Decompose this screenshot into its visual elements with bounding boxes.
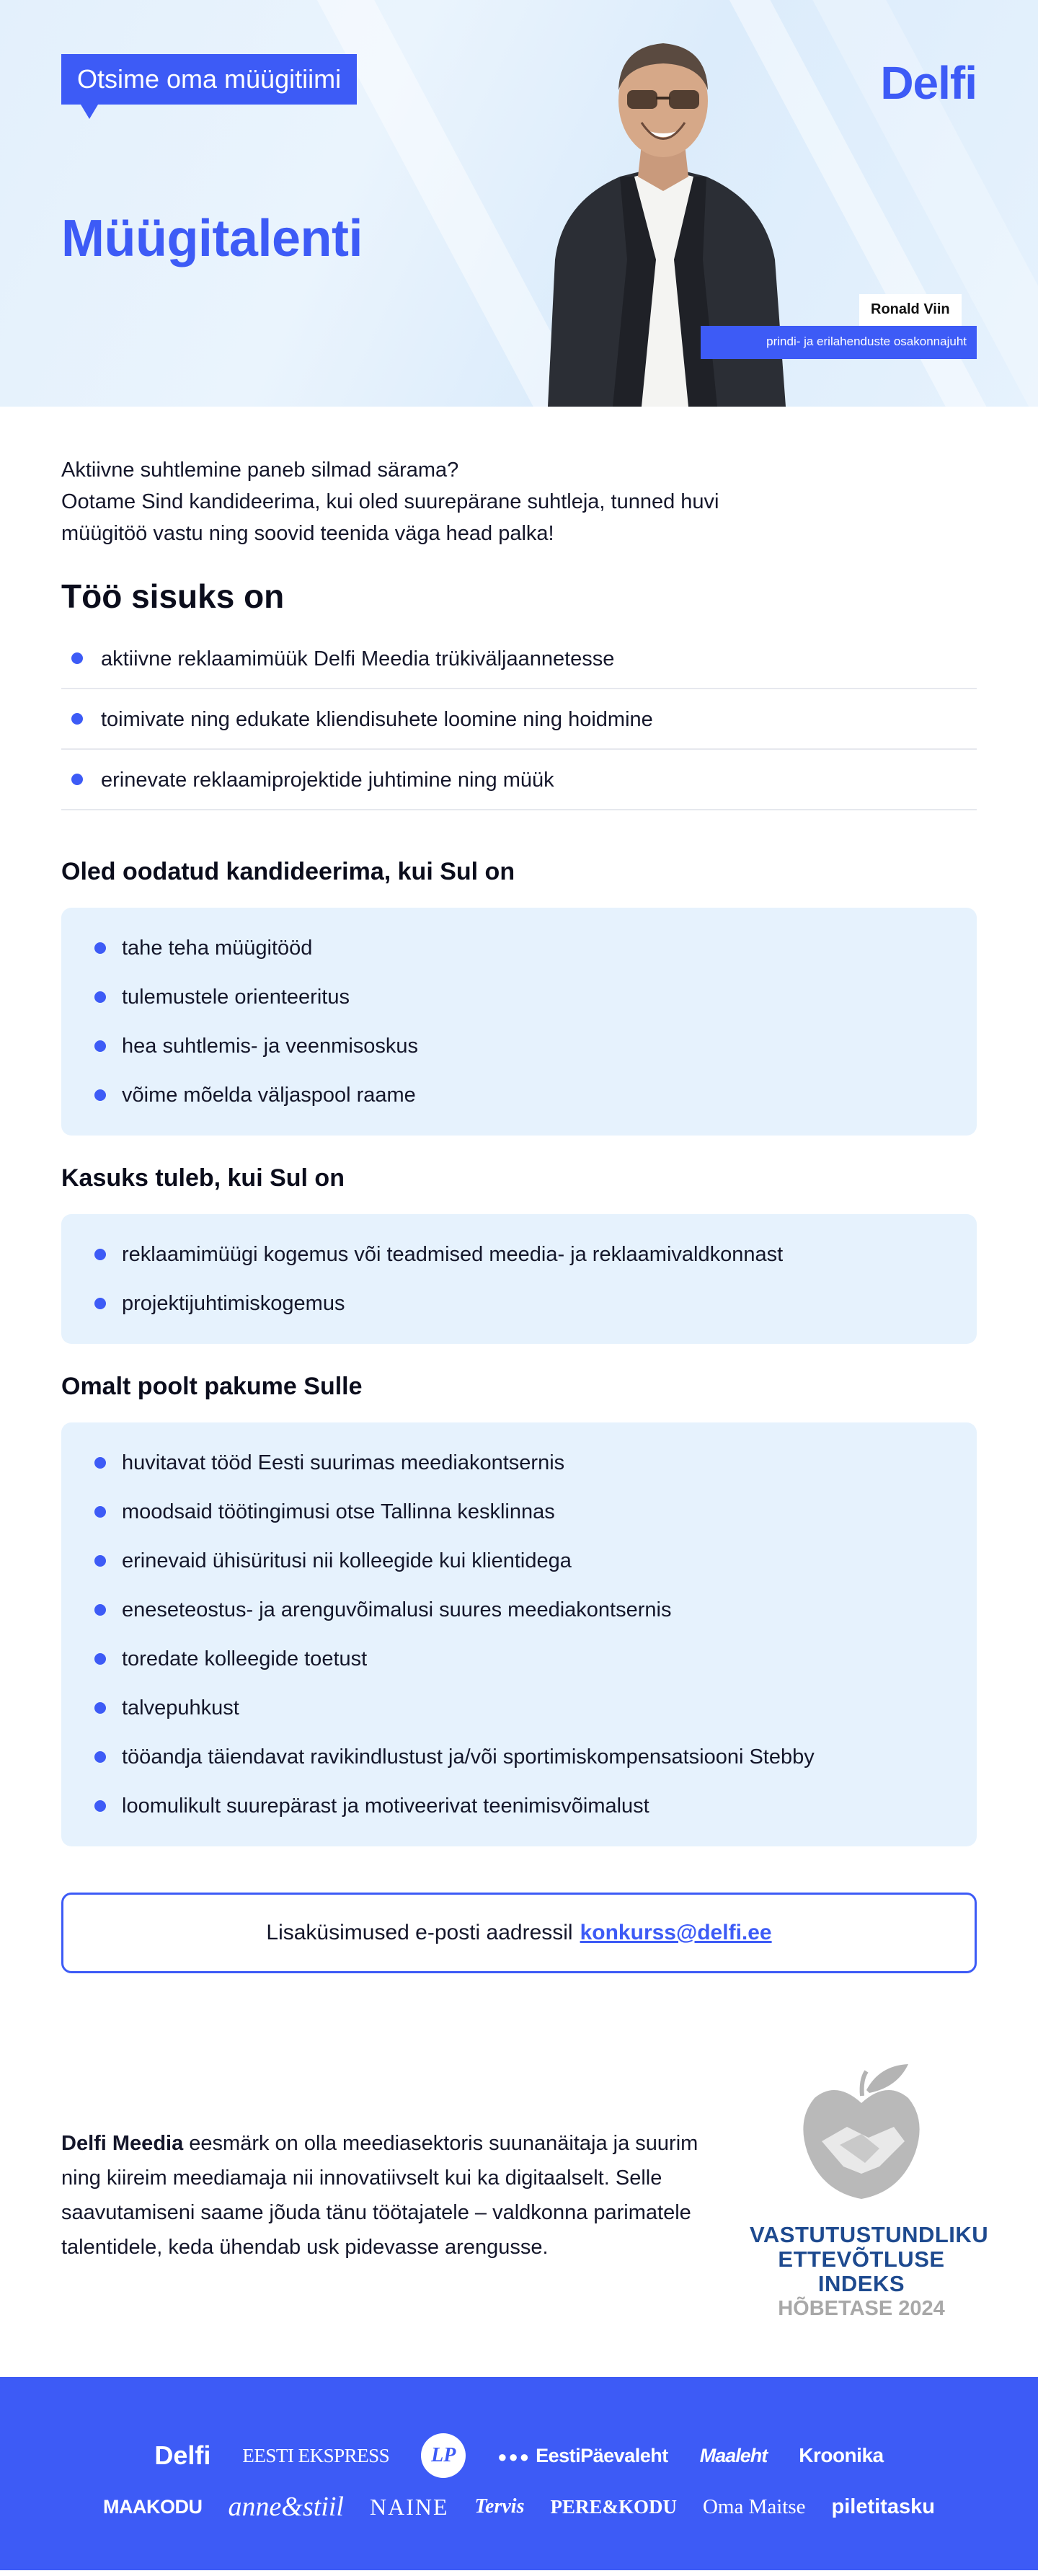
about-description: eesmärk on olla meediasektoris suunanäitaja ja suurim ning kiireim meediamaja nii innovatiivselt kui ka digitaalselt. Selle saavutamiseni saame jõuda tänu töötajatele – valdkonna parimatele talentidele, keda ühendab usk pidevasse arengusse. <box>61 2132 698 2259</box>
intro-line: Ootame Sind kandideerima, kui oled suurepärane suhtleja, tunned huvi <box>61 490 719 513</box>
brand-eesti-ekspress-link[interactable]: EESTI EKSPRESS <box>242 2444 390 2466</box>
offer-list <box>61 1438 977 1831</box>
brand-pere-kodu-link[interactable]: PERE&KODU <box>550 2495 677 2518</box>
list-item: võime mõelda väljaspool raame <box>61 1071 977 1120</box>
list-item: toredate kolleegide toetust <box>61 1634 977 1683</box>
brand-tervis-link[interactable]: Tervis <box>474 2495 525 2518</box>
about-text <box>61 2126 724 2265</box>
brand-eesti-paevaleht-link[interactable] <box>497 2445 668 2467</box>
about-section <box>0 1973 1038 2377</box>
badge-level: HÕBETASE 2024 <box>778 2297 945 2320</box>
hero-banner <box>0 0 1038 407</box>
person-role: prindi- ja erilahenduste osakonnajuht <box>701 326 977 359</box>
intro-text <box>61 454 782 549</box>
company-name: Delfi Meedia <box>61 2132 184 2155</box>
job-ad-content <box>0 454 1038 1973</box>
list-item: hea suhtlemis- ja veenmisoskus <box>61 1022 977 1071</box>
list-item: eneseteostus- ja arenguvõimalusi suures meediakontsernis <box>61 1585 977 1634</box>
list-item: toimivate ning edukate kliendisuhete loomine ning hoidmine <box>61 689 977 750</box>
brand-piletitasku-link[interactable]: piletitasku <box>831 2495 935 2518</box>
brand-anne-stiil-link[interactable]: anne&stiil <box>228 2492 344 2522</box>
list-item: tahe teha müügitööd <box>61 924 977 973</box>
requirements-title: Oled oodatud kandideerima, kui Sul on <box>61 858 515 885</box>
list-item: tulemustele orienteeritus <box>61 973 977 1022</box>
requirements-list <box>61 924 977 1120</box>
brand-delfi-link[interactable]: Delfi <box>154 2440 211 2470</box>
responsibility-index-badge <box>750 2058 989 2332</box>
apple-handshake-icon <box>800 2058 923 2203</box>
offer-title: Omalt poolt pakume Sulle <box>61 1373 363 1400</box>
list-item: erinevate reklaamiprojektide juhtimine ning müük <box>61 750 977 810</box>
list-item: huvitavat tööd Eesti suurimas meediakontsernis <box>61 1438 977 1487</box>
tagline-speech-tail <box>81 105 98 119</box>
contact-text: Lisaküsimused e-posti aadressil <box>266 1921 573 1944</box>
advantages-list <box>61 1230 977 1328</box>
brand-row <box>0 2433 1038 2478</box>
delfi-logo: Delfi <box>880 57 977 109</box>
list-item: talvepuhkust <box>61 1683 977 1732</box>
brand-lp-link[interactable]: LP <box>421 2433 466 2478</box>
list-item: loomulikult suurepärast ja motiveerivat teenimisvõimalust <box>61 1781 977 1831</box>
brand-row <box>0 2491 1038 2523</box>
intro-line: müügitöö vastu ning soovid teenida väga head palka! <box>61 522 554 545</box>
list-item: reklaamimüügi kogemus või teadmised meedia- ja reklaamivaldkonnast <box>61 1230 977 1279</box>
brand-oma-maitse-link[interactable]: Oma Maitse <box>702 2495 806 2518</box>
badge-title-line2: ETTEVÕTLUSE INDEKS <box>778 2247 945 2296</box>
epl-label: EestiPäevaleht <box>536 2444 668 2466</box>
duties-title: Töö sisuks on <box>61 577 285 615</box>
brand-naine-link[interactable]: NAINE <box>369 2493 449 2520</box>
list-item: projektijuhtimiskogemus <box>61 1279 977 1328</box>
requirements-box <box>61 908 977 1136</box>
offer-box <box>61 1422 977 1846</box>
epl-dots-icon: ●●● <box>497 2447 531 2466</box>
list-item: moodsaid töötingimusi otse Tallinna kesklinnas <box>61 1487 977 1536</box>
advantages-box <box>61 1214 977 1344</box>
badge-title-line1: VASTUTUSTUNDLIKU <box>750 2222 989 2247</box>
brands-footer <box>0 2377 1038 2570</box>
person-name: Ronald Viin <box>859 294 962 326</box>
intro-line: Aktiivne suhtlemine paneb silmad särama? <box>61 459 459 482</box>
brand-maakodu-link[interactable]: MAAKODU <box>103 2495 203 2518</box>
page-title: Müügitalenti <box>61 210 363 267</box>
list-item: erinevaid ühisüritusi nii kolleegide kui klientidega <box>61 1536 977 1585</box>
contact-email-link[interactable]: konkurss@delfi.ee <box>580 1921 772 1944</box>
brand-maaleht-link[interactable]: Maaleht <box>699 2444 768 2466</box>
hero-tagline: Otsime oma müügitiimi <box>61 54 357 105</box>
duties-list <box>61 629 977 810</box>
list-item: aktiivne reklaamimüük Delfi Meedia trükiväljaannetesse <box>61 629 977 689</box>
list-item: tööandja täiendavat ravikindlustust ja/või sportimiskompensatsiooni Stebby <box>61 1732 977 1781</box>
advantages-title: Kasuks tuleb, kui Sul on <box>61 1164 345 1192</box>
brand-kroonika-link[interactable]: Kroonika <box>799 2444 884 2466</box>
contact-box <box>61 1893 977 1973</box>
